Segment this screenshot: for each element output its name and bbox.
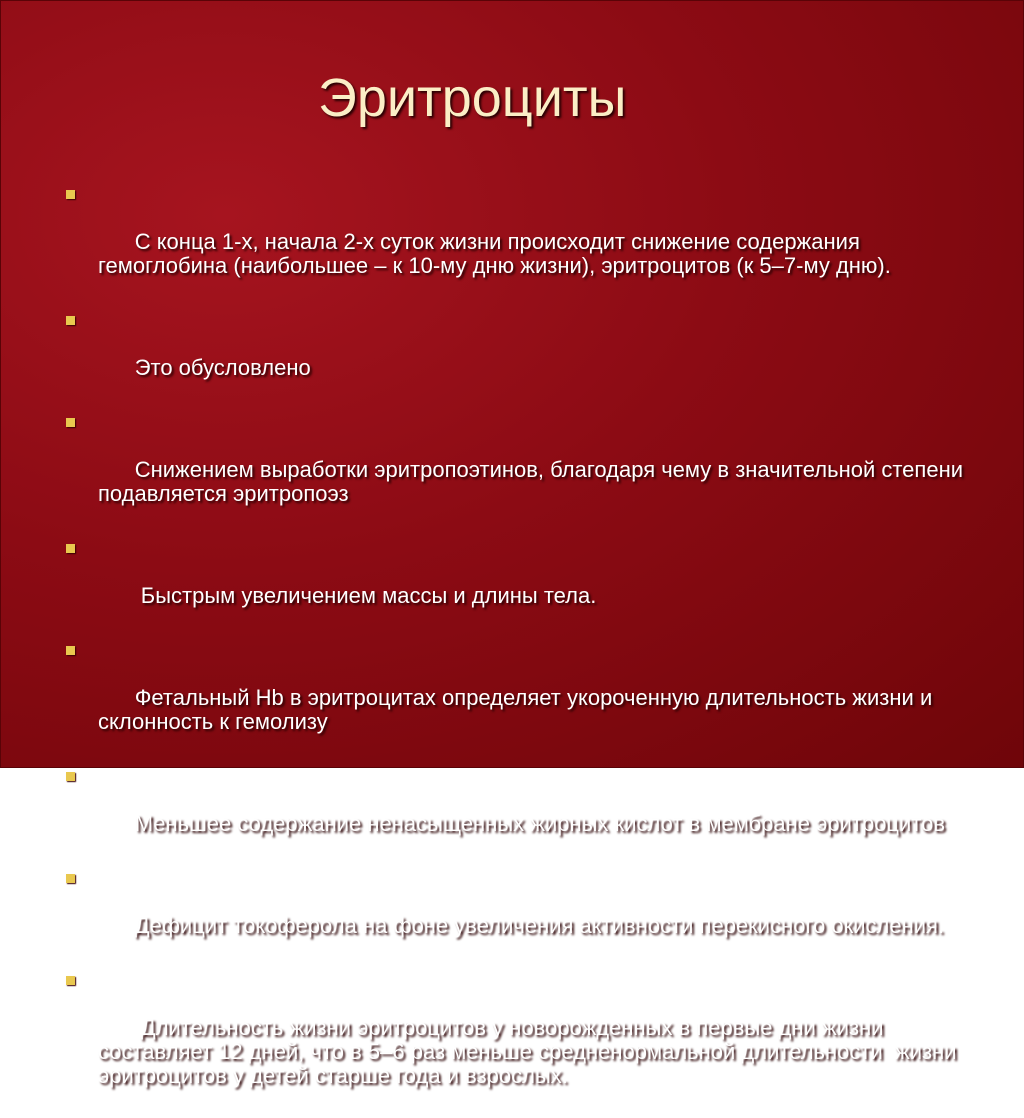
- square-bullet-icon: [66, 544, 75, 553]
- bullet-text: Снижением выработки эритропоэтинов, благодаря чему в значительной степени подавляется эритропоэз: [98, 457, 970, 506]
- bullet-item: [62, 866, 972, 962]
- square-bullet-icon: [66, 316, 75, 325]
- bullet-item: [62, 308, 972, 404]
- bullet-item: [62, 182, 972, 302]
- bullet-text: С конца 1-х, начала 2-х суток жизни происходит снижение содержания гемоглобина (наибольшее – к 10-му дню жизни), эритроцитов (к 5–7-му дню).: [98, 229, 891, 278]
- square-bullet-icon: [66, 976, 75, 985]
- bullet-text: Дефицит токоферола на фоне увеличения активности перекисного окисления.: [134, 913, 945, 938]
- square-bullet-icon: [66, 646, 75, 655]
- bullet-text: Быстрым увеличением массы и длины тела.: [134, 583, 597, 608]
- square-bullet-icon: [66, 418, 75, 427]
- bullet-list: [62, 182, 972, 1118]
- square-bullet-icon: [66, 772, 75, 781]
- slide-title: Эритроциты: [318, 68, 627, 128]
- bullet-item: [62, 536, 972, 632]
- square-bullet-icon: [66, 190, 75, 199]
- bullet-text: Длительность жизни эритроцитов у новорожденных в первые дни жизни составляет 12 дней, что в 5–6 раз меньше средненормальной длительности жизни эритроцитов у детей старше года и взрослых.: [98, 1015, 963, 1088]
- bullet-text: Меньшее содержание ненасыщенных жирных кислот в мембране эритроцитов: [134, 811, 946, 836]
- bullet-text: Фетальный Hb в эритроцитах определяет укороченную длительность жизни и склонность к гемолизу: [98, 685, 939, 734]
- bullet-item: [62, 410, 972, 530]
- bullet-item: [62, 638, 972, 758]
- square-bullet-icon: [66, 874, 75, 883]
- bullet-text: Это обусловлено: [134, 355, 311, 380]
- bullet-item: [62, 764, 972, 860]
- bullet-item: [62, 968, 972, 1112]
